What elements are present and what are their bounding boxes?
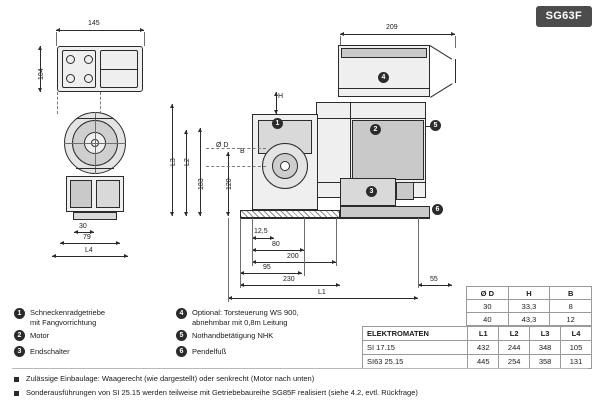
projection-line (57, 92, 58, 114)
legend-bullet-4: 4 (176, 308, 187, 319)
housing-detail (316, 118, 426, 119)
pendulum-foot (340, 206, 430, 218)
cell-h-1: 33,3 (508, 300, 550, 313)
dim-80: 80 (272, 241, 280, 248)
dim-line-H (276, 92, 277, 114)
callout-marker-2: 2 (370, 124, 381, 135)
cell-l1-1: 432 (468, 341, 499, 355)
cell-model-2: SI63 25.15 (363, 355, 468, 369)
th-l2: L2 (499, 327, 530, 341)
diameter-table (466, 286, 592, 326)
cell-l3-2: 358 (530, 355, 561, 369)
projection-line (206, 148, 266, 149)
dim-line-79 (60, 243, 120, 244)
legend-bullet-5: 5 (176, 330, 187, 341)
cell-l2-2: 254 (499, 355, 530, 369)
bolt-hole (66, 74, 75, 83)
dim-line-L1 (228, 298, 418, 299)
dim-145: 145 (88, 20, 100, 27)
footnote-2: Sonderausführungen von SI 25.15 werden teilweise mit Getriebebaureihe SG85F realisiert (siehe 4.2, evtl. Rückfrage) (26, 388, 418, 397)
legend-text-1 (30, 308, 105, 327)
th-od: Ø D (467, 287, 509, 300)
control-unit-edge (429, 45, 452, 60)
legend-4-line2: abnehmbar mit 0,8m Leitung (192, 317, 288, 327)
dim-line-80 (252, 250, 304, 251)
flange-detail (76, 118, 114, 119)
table-row (363, 341, 592, 355)
th-elektromaten: ELEKTROMATEN (363, 327, 468, 341)
dim-L3: L3 (170, 158, 177, 166)
control-unit-edge (430, 83, 453, 98)
legend-text-6: Pendelfuß (192, 347, 227, 356)
th-b: B (550, 287, 592, 300)
dim-95: 95 (263, 264, 271, 271)
dim-30: 30 (79, 223, 87, 230)
footnote-marker-2 (14, 391, 19, 396)
ext-line (455, 36, 456, 48)
centerline-v (95, 112, 96, 174)
cell-l2-1: 244 (499, 341, 530, 355)
table-header-row (467, 287, 592, 300)
projection-line (100, 92, 101, 114)
dim-L4: L4 (85, 247, 93, 254)
legend-bullet-2: 2 (14, 330, 25, 341)
output-bore (280, 161, 290, 171)
foot-bracket-side (73, 212, 117, 220)
leader-line (426, 126, 432, 127)
ext-line (56, 32, 57, 46)
legend-4-line1: Optional: Torsteuerung WS 900, (192, 308, 299, 317)
dim-183: 183 (198, 178, 205, 190)
cell-l3-1: 348 (530, 341, 561, 355)
cell-od-2: 40 (467, 313, 509, 326)
dim-line-145 (56, 30, 144, 31)
dim-line-95 (240, 273, 302, 274)
cell-model-1: SI 17.15 (363, 341, 468, 355)
legend-bullet-1: 1 (14, 308, 25, 319)
divider (12, 368, 588, 369)
dim-L2: L2 (184, 158, 191, 166)
dim-line-183 (200, 128, 201, 216)
legend-bullet-3: 3 (14, 346, 25, 357)
dim-OD: Ø D (216, 142, 229, 149)
callout-marker-1: 1 (272, 118, 283, 129)
th-l4: L4 (561, 327, 592, 341)
callout-marker-3: 3 (366, 186, 377, 197)
detail-line (100, 69, 138, 70)
callout-marker-6: 6 (432, 204, 443, 215)
dim-line-L4 (52, 256, 128, 257)
ext-line (240, 218, 241, 288)
th-l1: L1 (468, 327, 499, 341)
cell-l1-2: 445 (468, 355, 499, 369)
dim-230: 230 (283, 276, 295, 283)
cell-b-2: 12 (550, 313, 592, 326)
dim-120: 120 (226, 178, 233, 190)
cell-l4-2: 131 (561, 355, 592, 369)
motor-side-detail (70, 180, 92, 208)
mounting-foot (240, 210, 340, 218)
ext-line (252, 218, 253, 266)
control-unit-edge (455, 59, 456, 83)
legend-text-4 (192, 308, 299, 327)
bolt-hole (84, 55, 93, 64)
ext-line (336, 218, 337, 266)
legend-text-2: Motor (30, 331, 50, 340)
motor-body (352, 120, 424, 180)
legend-text-3: Endschalter (30, 347, 70, 356)
dim-line-230 (240, 285, 340, 286)
ext-line (418, 218, 419, 288)
callout-marker-4: 4 (378, 72, 389, 83)
cell-od-1: 30 (467, 300, 509, 313)
cell-l4-1: 105 (561, 341, 592, 355)
dim-12-5: 12,5 (254, 228, 268, 235)
ext-line (144, 32, 145, 46)
table-row (467, 300, 592, 313)
cell-h-2: 43,3 (508, 313, 550, 326)
dim-H: H (278, 93, 284, 100)
base-line (240, 218, 430, 219)
th-h: H (508, 287, 550, 300)
dim-B: B (240, 148, 245, 155)
dim-line-200 (252, 262, 336, 263)
dim-55: 55 (430, 276, 438, 283)
dim-104: 104 (38, 68, 45, 80)
callout-marker-5: 5 (430, 120, 441, 131)
nhk-handle (396, 182, 414, 200)
dim-L1: L1 (318, 289, 326, 296)
footnote-1: Zulässige Einbaulage: Waagerecht (wie dargestellt) oder senkrecht (Motor nach unten) (26, 374, 315, 383)
dim-line-125 (252, 238, 274, 239)
dim-209: 209 (386, 24, 398, 31)
control-unit-base (338, 88, 430, 89)
dim-line-30 (74, 232, 94, 233)
dim-line-55 (418, 285, 452, 286)
dim-line-209 (340, 34, 455, 35)
bolt-hole (66, 55, 75, 64)
flange-detail (76, 168, 114, 169)
ext-line (228, 218, 229, 302)
table-row (363, 355, 592, 369)
dim-200: 200 (287, 253, 299, 260)
th-l3: L3 (530, 327, 561, 341)
limit-switch-side (96, 180, 120, 208)
table-row (467, 313, 592, 326)
cell-b-1: 8 (550, 300, 592, 313)
footnote-marker-1 (14, 377, 19, 382)
projection-line (206, 166, 266, 167)
legend-text-5: Nothandbetätigung NHK (192, 331, 274, 340)
legend-1-line1: Schneckenradgetriebe (30, 308, 106, 317)
legend-1-line2: mit Fangvorrichtung (30, 317, 97, 327)
table-header-row (363, 327, 592, 341)
ext-line (304, 218, 305, 276)
dim-79: 79 (83, 234, 91, 241)
legend-bullet-6: 6 (176, 346, 187, 357)
elektromaten-table (362, 326, 592, 369)
model-badge: SG63F (536, 6, 592, 27)
control-unit-lid (341, 48, 427, 58)
bolt-hole (84, 74, 93, 83)
dim-line-L2 (186, 130, 187, 216)
